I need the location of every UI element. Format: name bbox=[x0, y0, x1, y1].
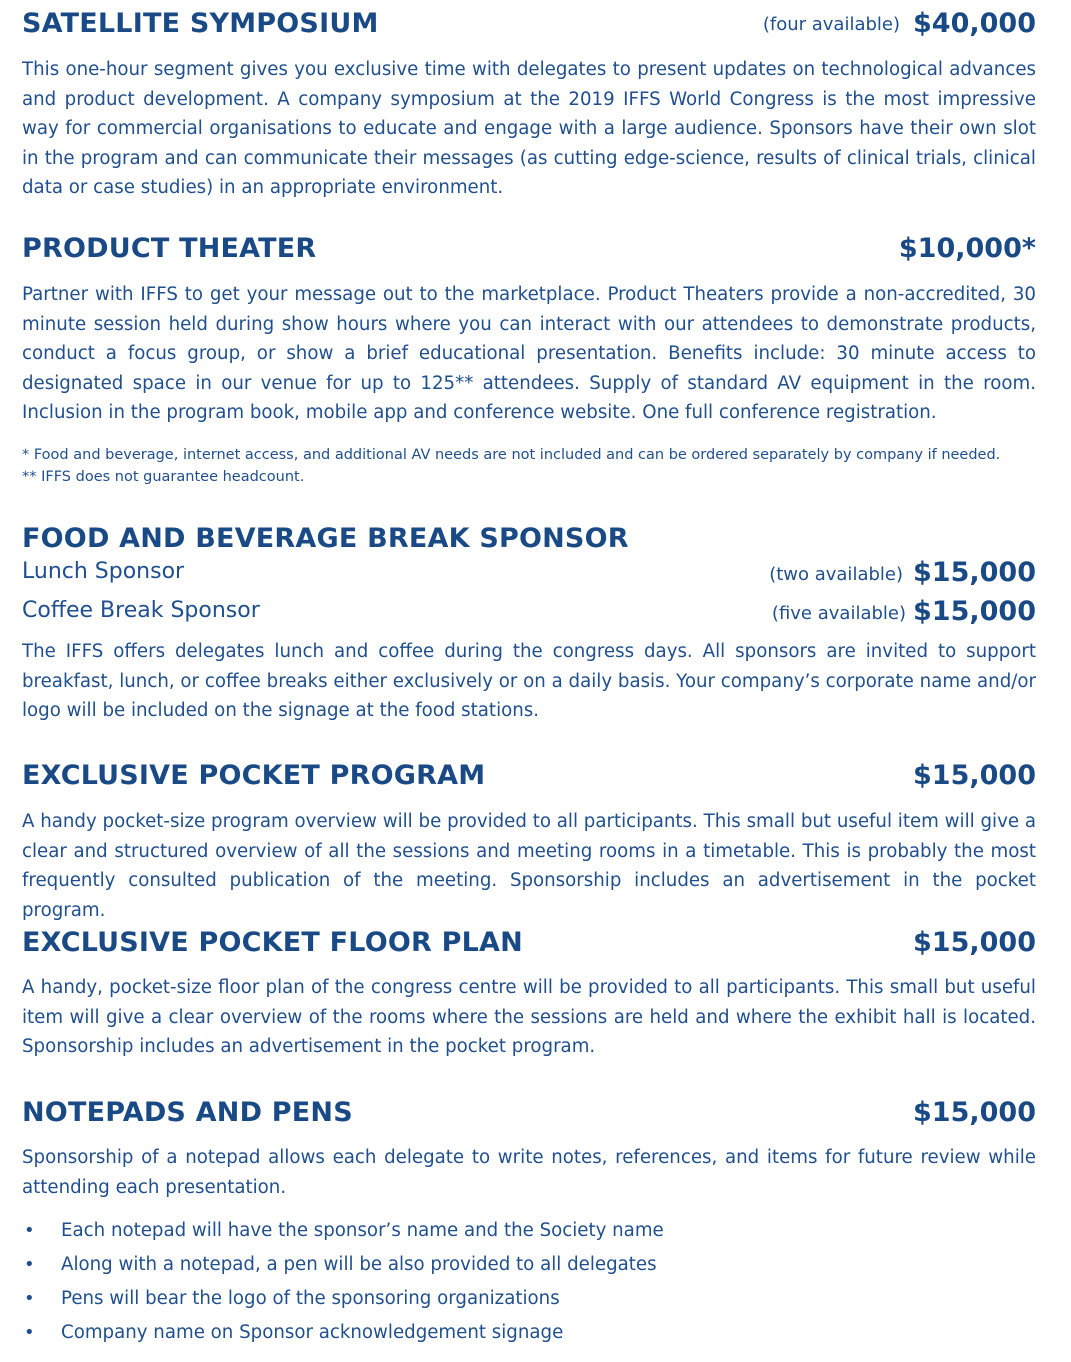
section-description: A handy pocket-size program overview will be provided to all participants. This small but useful item will give a clear and structured overview of all the sessions and meeting rooms in a timetable. This is probably the most frequently consulted publication of the meeting. Sponsorship includes an advertisement in the pocket program. bbox=[22, 811, 1036, 921]
sub-item-price: $15,000 bbox=[913, 557, 1036, 588]
section-product-theater bbox=[22, 233, 1036, 488]
footnote: * Food and beverage, internet access, and additional AV needs are not included and can be ordered separately by company if needed. bbox=[22, 446, 1001, 463]
section-header bbox=[22, 8, 1036, 42]
bullet-icon: • bbox=[24, 1322, 35, 1343]
availability-note: (four available) bbox=[762, 14, 900, 35]
sub-item-label: Coffee Break Sponsor bbox=[22, 598, 260, 623]
footnote: ** IFFS does not guarantee headcount. bbox=[22, 468, 305, 485]
section-header bbox=[22, 523, 1036, 557]
bullet-icon: • bbox=[24, 1220, 35, 1241]
benefit-list bbox=[22, 1214, 1036, 1350]
section-description: The IFFS offers delegates lunch and coffee during the congress days. All sponsors are invited to support breakfast, lunch, or coffee breaks either exclusively or on a daily basis. Your company’s corporate name and/or logo will be included on the signage at the food stations. bbox=[22, 641, 1036, 721]
section-title: EXCLUSIVE POCKET FLOOR PLAN bbox=[22, 927, 523, 958]
section-pocket-floor-plan bbox=[22, 927, 1036, 1062]
section-title: SATELLITE SYMPOSIUM bbox=[22, 8, 379, 39]
list-item-text: Pens will bear the logo of the sponsoring organizations bbox=[61, 1288, 560, 1309]
sub-item-coffee bbox=[22, 596, 1036, 635]
section-header bbox=[22, 233, 1036, 267]
section-price: $40,000 bbox=[913, 8, 1036, 39]
list-item bbox=[22, 1282, 1036, 1316]
section-title: EXCLUSIVE POCKET PROGRAM bbox=[22, 760, 486, 791]
section-header bbox=[22, 927, 1036, 961]
section-price: $15,000 bbox=[913, 927, 1036, 958]
list-item bbox=[22, 1214, 1036, 1248]
section-price: $10,000* bbox=[898, 233, 1036, 264]
list-item bbox=[22, 1248, 1036, 1282]
section-price: $15,000 bbox=[913, 1097, 1036, 1128]
section-description: Partner with IFFS to get your message out to the marketplace. Product Theaters provide a non-accredited, 30 minute session held during show hours where you can interact with our attendees to demonstrate products, conduct a focus group, or show a brief educational presentation. Benefits include: 30 minute access to designated space in our venue for up to 125** attendees. Supply of standard AV equipment in the room. Inclusion in the program book, mobile app and conference website. One full conference registration. bbox=[22, 284, 1036, 423]
list-item-text: Company name on Sponsor acknowledgement signage bbox=[61, 1322, 564, 1343]
section-title: FOOD AND BEVERAGE BREAK SPONSOR bbox=[22, 523, 629, 554]
footnotes bbox=[22, 444, 1036, 488]
section-satellite-symposium bbox=[22, 8, 1036, 203]
section-notepads-pens bbox=[22, 1097, 1036, 1350]
bullet-icon: • bbox=[24, 1288, 35, 1309]
availability-note: (two available) bbox=[769, 564, 903, 585]
sub-item-lunch bbox=[22, 557, 1036, 596]
section-description: This one-hour segment gives you exclusive time with delegates to present updates on technological advances and product development. A company symposium at the 2019 IFFS World Congress is the most impressive way for commercial organisations to educate and engage with a large audience. Sponsors have their own slot in the program and can communicate their messages (as cutting edge-science, results of clinical trials, clinical data or case studies) in an appropriate environment. bbox=[22, 59, 1036, 198]
list-item-text: Along with a notepad, a pen will be also provided to all delegates bbox=[61, 1254, 657, 1275]
sub-item-price: $15,000 bbox=[913, 596, 1036, 627]
list-item bbox=[22, 1316, 1036, 1350]
bullet-icon: • bbox=[24, 1254, 35, 1275]
sub-item-label: Lunch Sponsor bbox=[22, 559, 185, 584]
section-title: NOTEPADS AND PENS bbox=[22, 1097, 353, 1128]
list-item-text: Each notepad will have the sponsor’s name and the Society name bbox=[61, 1220, 664, 1241]
section-header bbox=[22, 1097, 1036, 1131]
section-pocket-program bbox=[22, 760, 1036, 925]
section-food-beverage bbox=[22, 523, 1036, 726]
section-header bbox=[22, 760, 1036, 794]
availability-note: (five available) bbox=[771, 603, 906, 624]
section-description: A handy, pocket-size floor plan of the congress centre will be provided to all participants. This small but useful item will give a clear overview of the rooms where the sessions are held and where the exhibit hall is located. Sponsorship includes an advertisement in the pocket program. bbox=[22, 977, 1036, 1057]
section-title: PRODUCT THEATER bbox=[22, 233, 317, 264]
section-description: Sponsorship of a notepad allows each delegate to write notes, references, and items for future review while attending each presentation. bbox=[22, 1147, 1036, 1198]
section-price: $15,000 bbox=[913, 760, 1036, 791]
